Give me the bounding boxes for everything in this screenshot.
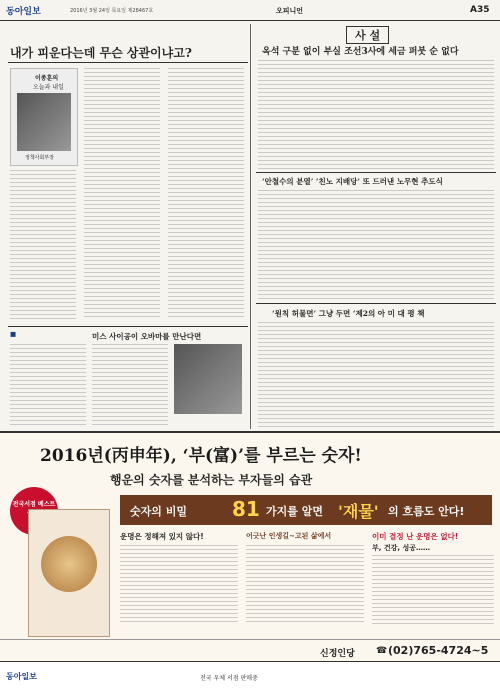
editorial-2-text [258,190,494,300]
author-photo [17,93,71,151]
ad-box-1-text [120,545,238,625]
ad-year-headline: 2016년(丙申年), ‘부(富)’를 부르는 숫자! [40,446,362,466]
ad-tagline-mid: 가지를 알면 [266,505,323,518]
footer-note: 전국 우체 서점 판매중 [200,675,258,682]
lower-column-title: 미스 사이공이 오바마를 만난다면 [92,332,202,341]
book-advertisement [0,431,500,663]
newspaper-logo: 동아일보 [6,7,41,17]
ad-subheadline: 행운의 숫자를 분석하는 부자들의 습관 [110,473,313,487]
author-name: 이종훈의 [35,75,59,82]
ad-box-3-text [372,555,494,625]
lower-column-rule [8,326,248,327]
author-box [10,68,78,166]
column-body-text-b [84,68,160,320]
ad-box-2-text [246,545,364,625]
editorial-rule-3 [256,303,496,304]
author-caption: 정책사회부장 [25,155,54,161]
publisher-name: 신정인당 [320,649,355,659]
column-body-text-c [168,68,244,320]
footer-brand: 동아일보 [6,672,37,681]
book-cover [28,509,110,637]
phone-icon: ☎ [376,646,388,656]
publisher-phone: (02)765-4724~5 [388,644,489,657]
editorial-3-text [258,322,494,428]
ad-tagline-prefix: 숫자의 비밀 [130,505,187,518]
ad-box-3-title: 이미 결정 난 운명은 없다! [372,532,459,541]
page-number: A35 [470,5,490,15]
section-name: 오피니언 [276,7,304,15]
column-title: 내가 피운다는데 무슨 상관이냐고? [10,46,192,60]
lower-column-text-a [10,344,86,428]
lower-column-tag: ■ [10,330,17,338]
editorial-rule-2 [256,172,496,173]
ad-tagline-number: 81 [232,497,260,521]
ad-box-2 [246,531,364,631]
ad-box-3 [372,531,494,631]
lower-column-photo [174,344,242,414]
book-cover-art [41,536,97,592]
editorial-headline-2: ‘안철수의 분열’ ‘친노 지배당’ 또 드러낸 노무현 추도식 [262,177,443,186]
ad-tagline-bar [120,495,492,525]
page-footer [0,661,500,692]
bestseller-badge-text: 전국서점 베스트 [12,501,56,508]
ad-box-1-title: 운명은 정해져 있지 않다! [120,532,204,541]
column-divider [250,24,251,429]
lower-column-text-b [92,344,168,428]
ad-box-2-title: 어긋난 인생길~고된 삶에서 [246,532,332,540]
column-body-text-a [10,170,76,320]
editorial-1-text [258,60,494,170]
ad-box-3-sub: 부, 건강, 성공…… [372,544,431,552]
editorial-headline-1: 옥석 구분 없이 부실 조선3사에 세금 퍼붓 순 없다 [262,47,459,57]
editorial-tag: 사 설 [346,26,389,44]
editorial-headline-3: ‘원칙 허물면’ 그냥 두면 ‘제2의 아 미 대 평 책 [272,309,425,318]
page-header [0,0,500,21]
ad-box-1 [120,531,238,631]
ad-tagline-suffix: 의 흐름도 안다! [388,505,465,518]
ad-tagline-emph: '재물' [338,502,379,521]
author-role: 오늘과 내일 [33,84,64,91]
dateline: 2016년 3월 24일 목요일 제28467호 [70,8,154,14]
column-title-rule [8,62,248,63]
